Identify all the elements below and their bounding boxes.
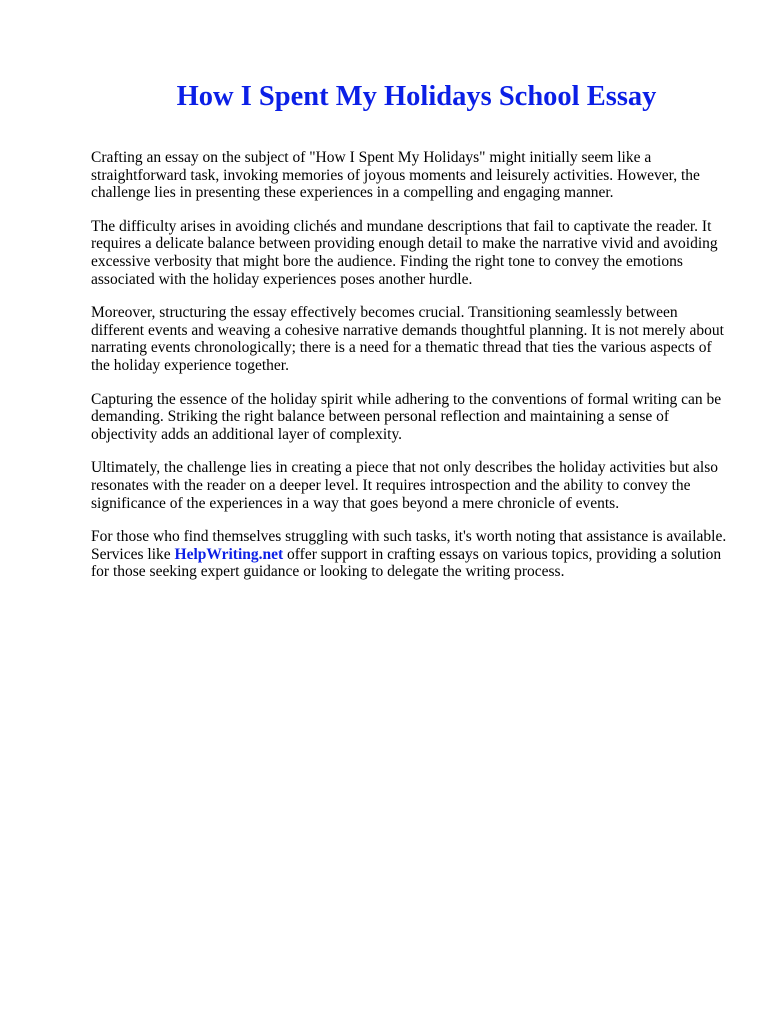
page-title: How I Spent My Holidays School Essay	[176, 81, 657, 112]
paragraph-2: The difficulty arises in avoiding clichés and mundane descriptions that fail to captivate the reader. It requires a delicate balance between providing enough detail to make the narrative vivid and avoiding excessive verbosity that might bore the audience. Finding the right tone to convey the emotions associated with the holiday experiences poses another hurdle.	[91, 217, 718, 288]
paragraph-1: Crafting an essay on the subject of "How I Spent My Holidays" might initially seem like a straightforward task, invoking memories of joyous moments and leisurely activities. However, the challenge lies in presenting these experiences in a compelling and engaging manner.	[91, 149, 700, 202]
paragraph-6-before-link: For those who find themselves struggling with such tasks, it's worth noting that assistance is available. Services like	[91, 528, 727, 563]
paragraph-3: Moreover, structuring the essay effectively becomes crucial. Transitioning seamlessly between different events and weaving a cohesive narrative demands thoughtful planning. It is not merely about narrating events chronologically; there is a need for a thematic thread that ties the various aspects of the holiday experience together.	[91, 304, 724, 374]
paragraph-6	[91, 528, 731, 581]
paragraph-5: Ultimately, the challenge lies in creating a piece that not only describes the holiday activities but also resonates with the reader on a deeper level. It requires introspection and the ability to convey the significance of the experiences in a way that goes beyond a mere chronicle of events.	[91, 459, 718, 512]
paragraph-4: Capturing the essence of the holiday spirit while adhering to the conventions of formal writing can be demanding. Striking the right balance between personal reflection and maintaining a sense of objectivity adds an additional layer of complexity.	[91, 390, 722, 443]
paragraph-6-after-link: offer support in crafting essays on various topics, providing a solution for those seeking expert guidance or looking to delegate the writing process.	[91, 545, 722, 581]
helpwriting-link[interactable]: HelpWriting.net	[174, 545, 284, 563]
